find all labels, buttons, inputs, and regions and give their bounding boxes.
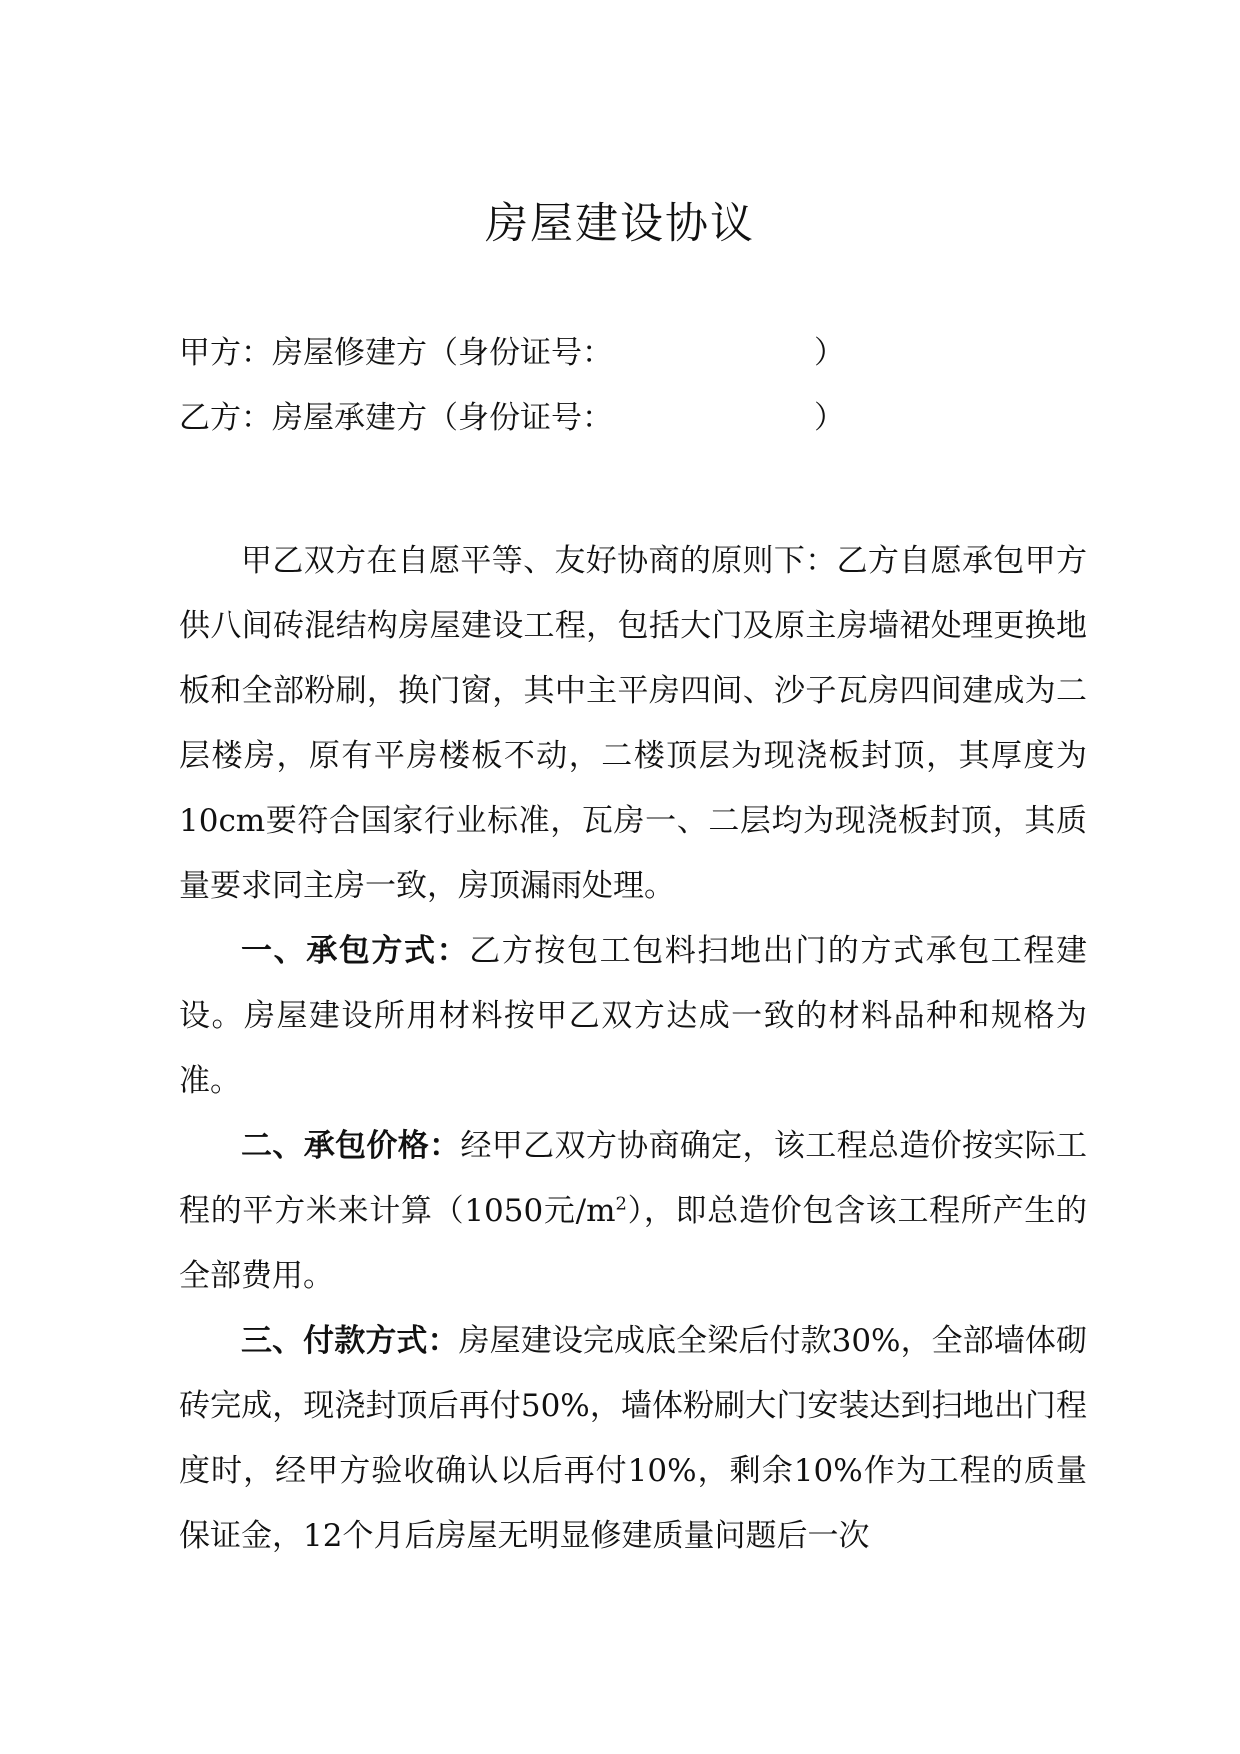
party-b-close-paren: ）: [814, 400, 845, 436]
section-text-continued: ），即总造价包含该工程所产生的全部费用。: [179, 1193, 1088, 1294]
party-a-close-paren: ）: [814, 335, 845, 371]
document-body: [179, 529, 1087, 1569]
party-b-label: 乙方：房屋承建方（身份证号：: [179, 400, 613, 436]
section-paragraph: [179, 919, 1087, 1114]
section-text: 房屋建设完成底全梁后付款30%，全部墙体砌砖完成，现浇封顶后再付50%，墙体粉刷大门安装达到扫地出门程度时，经甲方验收确认以后再付10%，剩余10%作为工程的质量保证金，12个月后房屋无明显修建质量问题后一次: [179, 1323, 1088, 1554]
section-heading: 一、承包方式：: [241, 933, 470, 969]
party-a-label: 甲方：房屋修建方（身份证号：: [179, 335, 613, 371]
section-paragraph: [179, 1309, 1087, 1569]
preamble-paragraph: [179, 529, 1087, 919]
section-paragraph: [179, 1114, 1087, 1309]
preamble-text: 甲乙双方在自愿平等、友好协商的原则下：乙方自愿承包甲方供八间砖混结构房屋建设工程，包括大门及原主房墙裙处理更换地板和全部粉刷，换门窗，其中主平房四间、沙子瓦房四间建成为二层楼房，原有平房楼板不动，二楼顶层为现浇板封顶，其厚度为10cm要符合国家行业标准，瓦房一、二层均为现浇板封顶，其质量要求同主房一致，房顶漏雨处理。: [179, 543, 1087, 904]
section-text: 经甲乙双方协商确定，该工程总造价按实际工程的平方米来计算（1050元/m: [179, 1128, 1088, 1229]
section-heading: 三、付款方式：: [241, 1323, 459, 1359]
section-heading: 二、承包价格：: [241, 1128, 461, 1164]
party-a-line: [179, 333, 845, 373]
document-title: 房屋建设协议: [485, 199, 755, 249]
section-text: 乙方按包工包料扫地出门的方式承包工程建设。房屋建设所用材料按甲乙双方达成一致的材料品种和规格为准。: [179, 933, 1088, 1099]
unit-superscript: 2: [615, 1193, 627, 1215]
party-b-line: [179, 398, 845, 438]
